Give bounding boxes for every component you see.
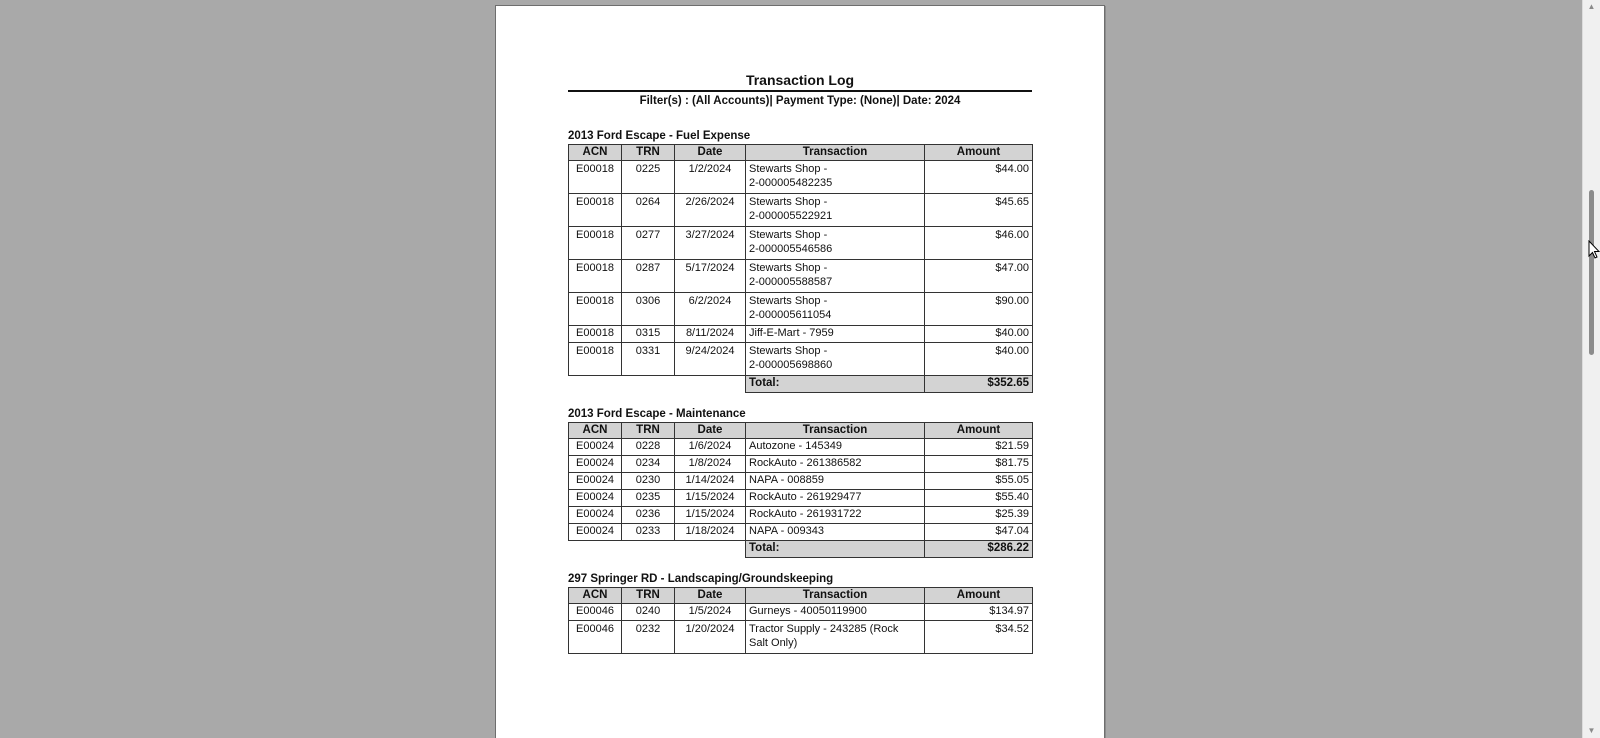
column-header-transaction: Transaction bbox=[746, 423, 925, 439]
table-row bbox=[569, 293, 1033, 326]
cell-date: 9/24/2024 bbox=[675, 343, 746, 376]
transaction-line-1: Stewarts Shop - bbox=[749, 163, 828, 175]
cell-amount: $55.40 bbox=[925, 490, 1033, 507]
cell-trn: 0228 bbox=[622, 439, 675, 456]
column-header-date: Date bbox=[675, 423, 746, 439]
table-row bbox=[569, 194, 1033, 227]
table-row bbox=[569, 456, 1033, 473]
column-header-amount: Amount bbox=[925, 423, 1033, 439]
total-row bbox=[569, 376, 1033, 393]
column-header-amount: Amount bbox=[925, 145, 1033, 161]
cell-date: 8/11/2024 bbox=[675, 326, 746, 343]
transaction-line-1: Tractor Supply - 243285 (Rock bbox=[749, 623, 899, 635]
cell-transaction: NAPA - 009343 bbox=[746, 524, 925, 541]
cell-amount: $44.00 bbox=[925, 161, 1033, 194]
table-header-row bbox=[569, 588, 1033, 604]
transaction-line-1: Stewarts Shop - bbox=[749, 229, 828, 241]
transaction-line-1: Stewarts Shop - bbox=[749, 196, 828, 208]
cell-trn: 0235 bbox=[622, 490, 675, 507]
transaction-line-2: 2-000005611054 bbox=[749, 308, 832, 321]
scroll-down-arrow-icon[interactable]: ▼ bbox=[1587, 726, 1596, 735]
table-row bbox=[569, 161, 1033, 194]
table-row bbox=[569, 439, 1033, 456]
total-row bbox=[569, 541, 1033, 558]
cell-trn: 0225 bbox=[622, 161, 675, 194]
total-spacer bbox=[569, 541, 746, 558]
cell-amount: $55.05 bbox=[925, 473, 1033, 490]
cell-trn: 0331 bbox=[622, 343, 675, 376]
cell-transaction: Jiff-E-Mart - 7959 bbox=[746, 326, 925, 343]
column-header-date: Date bbox=[675, 145, 746, 161]
cell-acn: E00024 bbox=[569, 473, 622, 490]
cell-transaction: NAPA - 008859 bbox=[746, 473, 925, 490]
section-title: 2013 Ford Escape - Maintenance bbox=[568, 408, 746, 420]
vertical-scrollbar[interactable] bbox=[1582, 0, 1600, 738]
report-title: Transaction Log bbox=[745, 72, 855, 88]
column-header-acn: ACN bbox=[569, 588, 622, 604]
cell-acn: E00024 bbox=[569, 524, 622, 541]
table-row bbox=[569, 490, 1033, 507]
cell-acn: E00018 bbox=[569, 293, 622, 326]
column-header-trn: TRN bbox=[622, 423, 675, 439]
cell-amount: $34.52 bbox=[925, 621, 1033, 654]
cell-amount: $90.00 bbox=[925, 293, 1033, 326]
cell-date: 1/14/2024 bbox=[675, 473, 746, 490]
section-title: 2013 Ford Escape - Fuel Expense bbox=[568, 130, 751, 142]
cell-trn: 0236 bbox=[622, 507, 675, 524]
cell-trn: 0233 bbox=[622, 524, 675, 541]
transaction-line-1: Stewarts Shop - bbox=[749, 345, 828, 357]
cell-trn: 0315 bbox=[622, 326, 675, 343]
table-header-row bbox=[569, 423, 1033, 439]
cell-acn: E00018 bbox=[569, 194, 622, 227]
cell-transaction bbox=[746, 227, 925, 260]
column-header-trn: TRN bbox=[622, 588, 675, 604]
cell-amount: $25.39 bbox=[925, 507, 1033, 524]
cell-acn: E00046 bbox=[569, 621, 622, 654]
mouse-cursor-icon bbox=[1588, 240, 1600, 260]
cell-date: 1/2/2024 bbox=[675, 161, 746, 194]
column-header-transaction: Transaction bbox=[746, 145, 925, 161]
title-divider bbox=[568, 90, 1032, 92]
cell-date: 2/26/2024 bbox=[675, 194, 746, 227]
cell-date: 1/5/2024 bbox=[675, 604, 746, 621]
cell-amount: $45.65 bbox=[925, 194, 1033, 227]
cell-trn: 0232 bbox=[622, 621, 675, 654]
transaction-line-2: 2-000005482235 bbox=[749, 176, 833, 189]
cell-trn: 0287 bbox=[622, 260, 675, 293]
cell-amount: $40.00 bbox=[925, 343, 1033, 376]
cell-acn: E00018 bbox=[569, 260, 622, 293]
cell-date: 5/17/2024 bbox=[675, 260, 746, 293]
cell-date: 3/27/2024 bbox=[675, 227, 746, 260]
report-filters: Filter(s) : (All Accounts)| Payment Type: (None)| Date: 2024 bbox=[639, 95, 961, 107]
table-row bbox=[569, 507, 1033, 524]
cell-transaction bbox=[746, 260, 925, 293]
cell-date: 1/15/2024 bbox=[675, 490, 746, 507]
cell-trn: 0230 bbox=[622, 473, 675, 490]
cell-transaction bbox=[746, 161, 925, 194]
transaction-line-2: 2-000005522921 bbox=[749, 209, 833, 222]
column-header-acn: ACN bbox=[569, 145, 622, 161]
cell-trn: 0277 bbox=[622, 227, 675, 260]
cell-trn: 0306 bbox=[622, 293, 675, 326]
column-header-trn: TRN bbox=[622, 145, 675, 161]
cell-acn: E00024 bbox=[569, 507, 622, 524]
report-page bbox=[495, 5, 1105, 738]
transaction-line-2: 2-000005546586 bbox=[749, 242, 833, 255]
scroll-up-arrow-icon[interactable]: ▲ bbox=[1587, 2, 1596, 11]
cell-acn: E00018 bbox=[569, 227, 622, 260]
column-header-acn: ACN bbox=[569, 423, 622, 439]
transactions-table bbox=[568, 144, 1033, 393]
transaction-log-report bbox=[568, 70, 1032, 654]
cell-amount: $47.00 bbox=[925, 260, 1033, 293]
cell-transaction bbox=[746, 293, 925, 326]
table-row bbox=[569, 260, 1033, 293]
cell-amount: $47.04 bbox=[925, 524, 1033, 541]
cell-acn: E00018 bbox=[569, 161, 622, 194]
total-amount: $286.22 bbox=[925, 541, 1033, 558]
cell-acn: E00024 bbox=[569, 439, 622, 456]
transaction-line-1: Stewarts Shop - bbox=[749, 295, 828, 307]
transactions-table bbox=[568, 422, 1033, 558]
cell-transaction bbox=[746, 343, 925, 376]
transaction-line-2: 2-000005588587 bbox=[749, 275, 833, 288]
cell-transaction bbox=[746, 194, 925, 227]
section-title: 297 Springer RD - Landscaping/Groundskeeping bbox=[568, 573, 834, 585]
cell-amount: $81.75 bbox=[925, 456, 1033, 473]
column-header-transaction: Transaction bbox=[746, 588, 925, 604]
cell-trn: 0234 bbox=[622, 456, 675, 473]
cell-date: 1/18/2024 bbox=[675, 524, 746, 541]
cell-date: 1/20/2024 bbox=[675, 621, 746, 654]
cell-trn: 0264 bbox=[622, 194, 675, 227]
cell-acn: E00018 bbox=[569, 326, 622, 343]
cell-amount: $21.59 bbox=[925, 439, 1033, 456]
total-label: Total: bbox=[746, 541, 925, 558]
cell-transaction: RockAuto - 261931722 bbox=[746, 507, 925, 524]
transaction-line-2: Salt Only) bbox=[749, 636, 798, 649]
table-row bbox=[569, 473, 1033, 490]
transaction-line-1: Stewarts Shop - bbox=[749, 262, 828, 274]
column-header-amount: Amount bbox=[925, 588, 1033, 604]
cell-transaction: Gurneys - 40050119900 bbox=[746, 604, 925, 621]
table-row bbox=[569, 524, 1033, 541]
cell-amount: $134.97 bbox=[925, 604, 1033, 621]
cell-date: 1/8/2024 bbox=[675, 456, 746, 473]
cell-transaction bbox=[746, 621, 925, 654]
scroll-thumb[interactable] bbox=[1589, 190, 1594, 355]
table-row bbox=[569, 621, 1033, 654]
table-row bbox=[569, 326, 1033, 343]
transactions-table bbox=[568, 587, 1033, 654]
cell-date: 1/6/2024 bbox=[675, 439, 746, 456]
cell-amount: $40.00 bbox=[925, 326, 1033, 343]
cell-date: 1/15/2024 bbox=[675, 507, 746, 524]
cell-trn: 0240 bbox=[622, 604, 675, 621]
transaction-line-2: 2-000005698860 bbox=[749, 358, 833, 371]
total-label: Total: bbox=[746, 376, 925, 393]
table-row bbox=[569, 343, 1033, 376]
cell-transaction: RockAuto - 261929477 bbox=[746, 490, 925, 507]
total-amount: $352.65 bbox=[925, 376, 1033, 393]
table-header-row bbox=[569, 145, 1033, 161]
cell-acn: E00024 bbox=[569, 490, 622, 507]
cell-acn: E00018 bbox=[569, 343, 622, 376]
cell-transaction: Autozone - 145349 bbox=[746, 439, 925, 456]
cell-date: 6/2/2024 bbox=[675, 293, 746, 326]
column-header-date: Date bbox=[675, 588, 746, 604]
total-spacer bbox=[569, 376, 746, 393]
cell-transaction: RockAuto - 261386582 bbox=[746, 456, 925, 473]
cell-amount: $46.00 bbox=[925, 227, 1033, 260]
table-row bbox=[569, 227, 1033, 260]
cell-acn: E00046 bbox=[569, 604, 622, 621]
table-row bbox=[569, 604, 1033, 621]
cell-acn: E00024 bbox=[569, 456, 622, 473]
